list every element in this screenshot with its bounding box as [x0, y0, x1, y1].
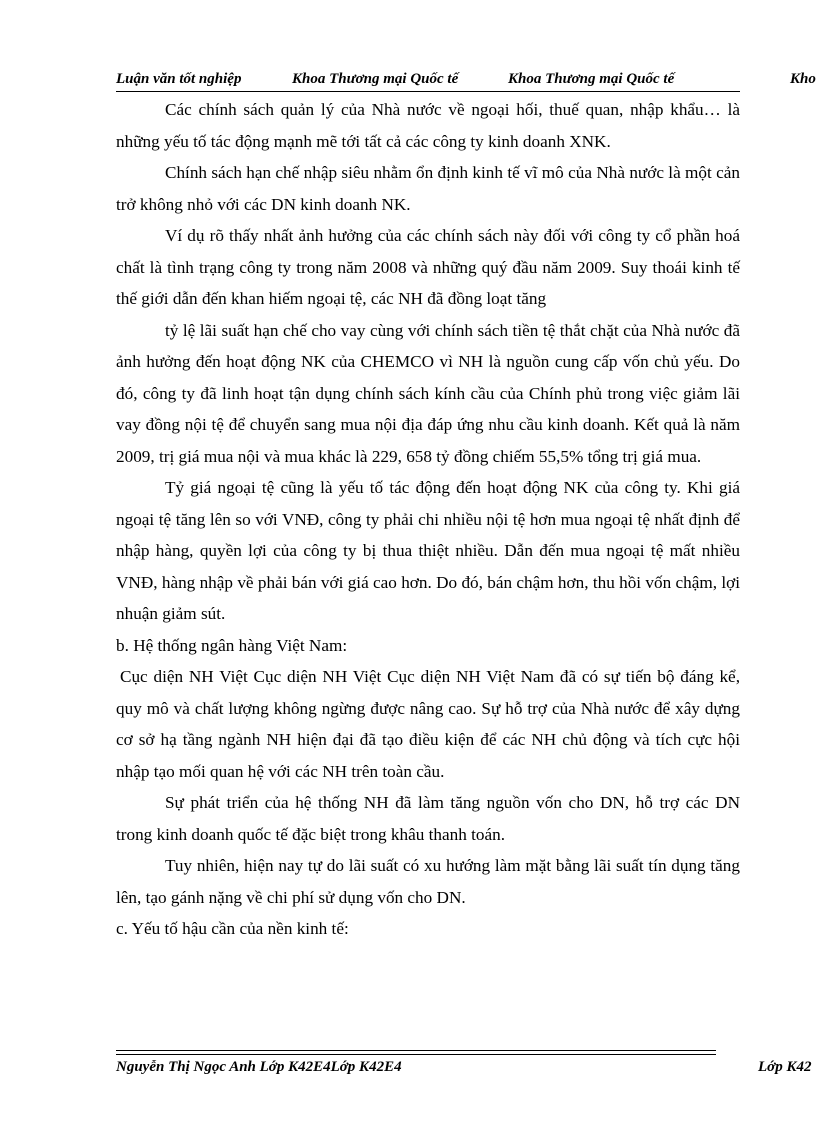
paragraph: Cục diện NH Việt Cục diện NH Việt Cục diện NH Việt Nam đã có sự tiến bộ đáng kể, quy mô và chất lượng không ngừng được nâng cao. Sự hỗ trợ của Nhà nước để xây dựng cơ sở hạ tầng ngành NH hiện đại đã tạo điều kiện để các NH chủ động và tích cực hội nhập tạo mối quan hệ với các NH trên toàn cầu.	[116, 667, 740, 781]
section-heading-banking: b. Hệ thống ngân hàng Việt Nam:	[116, 635, 348, 655]
paragraph: Chính sách hạn chế nhập siêu nhằm ổn định kinh tế vĩ mô của Nhà nước là một cản trở không nhỏ với các DN kinh doanh NK.	[116, 163, 740, 214]
document-body	[116, 94, 740, 945]
paragraph: Ví dụ rõ thấy nhất ảnh hưởng của các chính sách này đối với công ty cổ phần hoá chất là tình trạng công ty trong năm 2008 và những quý đầu năm 2009. Suy thoái kinh tế thế giới dẫn đến khan hiếm ngoại tệ, các NH đã đồng loạt tăng	[116, 226, 740, 308]
paragraph: Sự phát triển của hệ thống NH đã làm tăng nguồn vốn cho DN, hỗ trợ các DN trong kinh doanh quốc tế đặc biệt trong khâu thanh toán.	[116, 793, 740, 844]
paragraph: Tuy nhiên, hiện nay tự do lãi suất có xu hướng làm mặt bằng lãi suất tín dụng tăng lên, tạo gánh nặng về chi phí sử dụng vốn cho DN.	[116, 856, 740, 907]
footer-divider-secondary	[116, 1054, 716, 1055]
footer-author-class: Nguyễn Thị Ngọc Anh Lớp K42E4Lớp K42E4	[116, 1059, 402, 1075]
page-header	[0, 68, 816, 92]
footer-divider	[116, 1050, 716, 1051]
paragraph: Các chính sách quản lý của Nhà nước về ngoại hối, thuế quan, nhập khẩu… là những yếu tố tác động mạnh mẽ tới tất cả các công ty kinh doanh XNK.	[116, 100, 740, 151]
page-footer	[0, 1059, 816, 1081]
paragraph: Tỷ giá ngoại tệ cũng là yếu tố tác động đến hoạt động NK của công ty. Khi giá ngoại tệ tăng lên so với VNĐ, công ty phải chi nhiều nội tệ hơn mua ngoại tệ nhất định để nhập hàng, quyền lợi của công ty bị thua thiệt nhiều. Dẫn đến mua ngoại tệ mất nhiều VNĐ, hàng nhập về phải bán với giá cao hơn. Do đó, bán chậm hơn, thu hồi vốn chậm, lợi nhuận giảm sút.	[116, 478, 740, 623]
paragraph: tỷ lệ lãi suất hạn chế cho vay cùng với chính sách tiền tệ thắt chặt của Nhà nước đã ảnh hưởng đến hoạt động NK của CHEMCO vì NH là nguồn cung cấp vốn chủ yếu. Do đó, công ty đã linh hoạt tận dụng chính sách kính cầu của Chính phủ trong việc giảm lãi vay đồng nội tệ để chuyển sang mua nội địa đáp ứng nhu cầu kinh doanh. Kết quả là năm 2009, trị giá mua nội và mua khác là 229, 658 tỷ đồng chiếm 55,5% tổng trị giá mua.	[116, 320, 740, 466]
header-divider	[116, 91, 740, 92]
header-faculty-truncated: Kho	[790, 71, 816, 87]
header-thesis-title: Luận văn tốt nghiệp	[116, 71, 242, 87]
header-faculty-repeat: Khoa Thương mại Quốc tế	[508, 71, 675, 87]
header-faculty: Khoa Thương mại Quốc tế	[292, 71, 459, 87]
footer-class-truncated: Lớp K42	[758, 1059, 812, 1075]
section-heading-logistics: c. Yếu tố hậu cần của nền kinh tế:	[116, 919, 349, 938]
